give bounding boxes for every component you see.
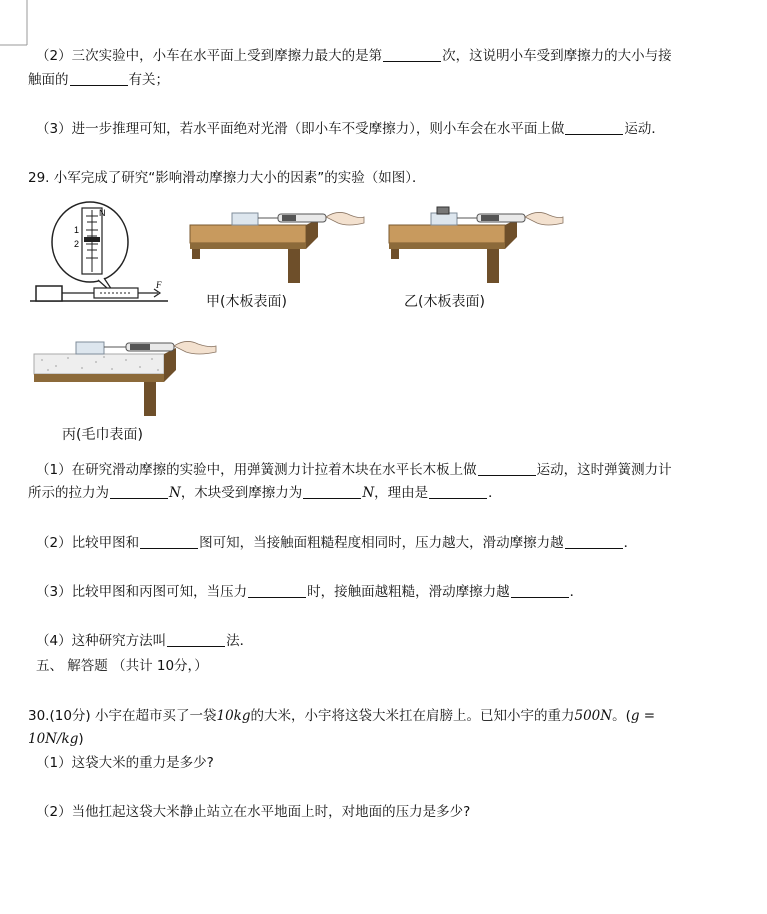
q29-part1-line2	[28, 483, 502, 503]
text: （3）进一步推理可知，若水平面绝对光滑（即小车不受摩擦力），则小车会在水平面上做	[36, 121, 565, 137]
text: ．	[488, 485, 502, 501]
text: （2）三次实验中，小车在水平面上受到摩擦力最大的是第	[36, 48, 383, 64]
text: 次，这说明小车受到摩擦力的大小与接	[442, 48, 672, 64]
experiment-yi-figure	[387, 205, 567, 285]
weight-value: 500N	[574, 708, 613, 724]
page-corner-mark	[0, 0, 28, 46]
unit-n: N	[169, 485, 181, 501]
q30-stem-line1	[28, 706, 655, 726]
q30-stem-line2	[28, 729, 84, 749]
unit-n: N	[362, 485, 375, 501]
text: （3）比较甲图和丙图可知，当压力	[36, 584, 248, 600]
q30-part2: （2）当他扛起这袋大米静止站立在水平地面上时，对地面的压力是多少?	[36, 804, 471, 820]
text: 有关；	[128, 72, 169, 88]
unit-label: N	[99, 208, 106, 218]
q28-part2-line1	[36, 46, 672, 66]
text: 图可知，当接触面粗糙程度相同时，压力越大，滑动摩擦力越	[199, 535, 564, 551]
text: ．	[623, 535, 638, 551]
caption-yi: 乙(木板表面)	[404, 294, 485, 310]
experiment-jia-figure	[188, 205, 368, 285]
text: )	[78, 731, 84, 747]
text: 运动，这时弹簧测力计	[536, 462, 672, 478]
tick-label: 1	[74, 225, 80, 235]
answer-blank[interactable]	[167, 632, 225, 647]
text: 运动．	[624, 121, 665, 137]
q30-part1: （1）这袋大米的重力是多少?	[36, 755, 214, 771]
answer-blank[interactable]	[565, 120, 623, 135]
text: 触面的	[28, 72, 69, 88]
text: 。(	[612, 708, 631, 724]
answer-blank[interactable]	[478, 461, 536, 476]
mass-value: 10kg	[216, 708, 251, 724]
text: ，理由是	[374, 485, 429, 501]
q29-stem: 29. 小军完成了研究“影响滑动摩擦力大小的因素”的实验（如图）．	[28, 170, 426, 186]
answer-blank[interactable]	[511, 583, 569, 598]
section5-title: 五、 解答题 （共计 10分，）	[36, 658, 208, 674]
q28-part3-line	[36, 119, 665, 139]
text: （1）在研究滑动摩擦的实验中，用弹簧测力计拉着木块在水平长木板上做	[36, 462, 477, 478]
text: 所示的拉力为	[28, 485, 109, 501]
force-label: F	[156, 280, 162, 290]
q29-part3-line	[36, 582, 583, 602]
tick-label: 2	[74, 239, 80, 249]
q28-part2-line2	[28, 70, 169, 90]
text: 法．	[226, 633, 254, 649]
experiment-bing-figure	[32, 338, 222, 418]
g-value: 10N/kg	[28, 731, 79, 747]
spring-scale-setup-figure	[28, 200, 173, 310]
answer-blank[interactable]	[110, 484, 168, 499]
caption-jia: 甲(木板表面)	[206, 294, 287, 310]
answer-blank[interactable]	[429, 484, 487, 499]
q29-part4-line	[36, 631, 253, 651]
text: 30.(10分) 小宇在超市买了一袋	[28, 708, 217, 724]
answer-blank[interactable]	[140, 534, 198, 549]
answer-blank[interactable]	[565, 534, 623, 549]
answer-blank[interactable]	[303, 484, 361, 499]
q29-part2-line	[36, 533, 637, 553]
answer-blank[interactable]	[70, 71, 128, 86]
text: 时，接触面越粗糙，滑动摩擦力越	[307, 584, 510, 600]
answer-blank[interactable]	[383, 47, 441, 62]
text: ，木块受到摩擦力为	[180, 485, 303, 501]
caption-bing: 丙(毛巾表面)	[62, 427, 143, 443]
text: ．	[569, 584, 584, 600]
text: （4）这种研究方法叫	[36, 633, 167, 649]
text: （2）比较甲图和	[36, 535, 140, 551]
g-symbol: g =	[630, 708, 656, 724]
q29-part1-line1	[36, 460, 672, 480]
text: 的大米，小宇将这袋大米扛在肩膀上。已知小宇的重力	[250, 708, 575, 724]
answer-blank[interactable]	[248, 583, 306, 598]
